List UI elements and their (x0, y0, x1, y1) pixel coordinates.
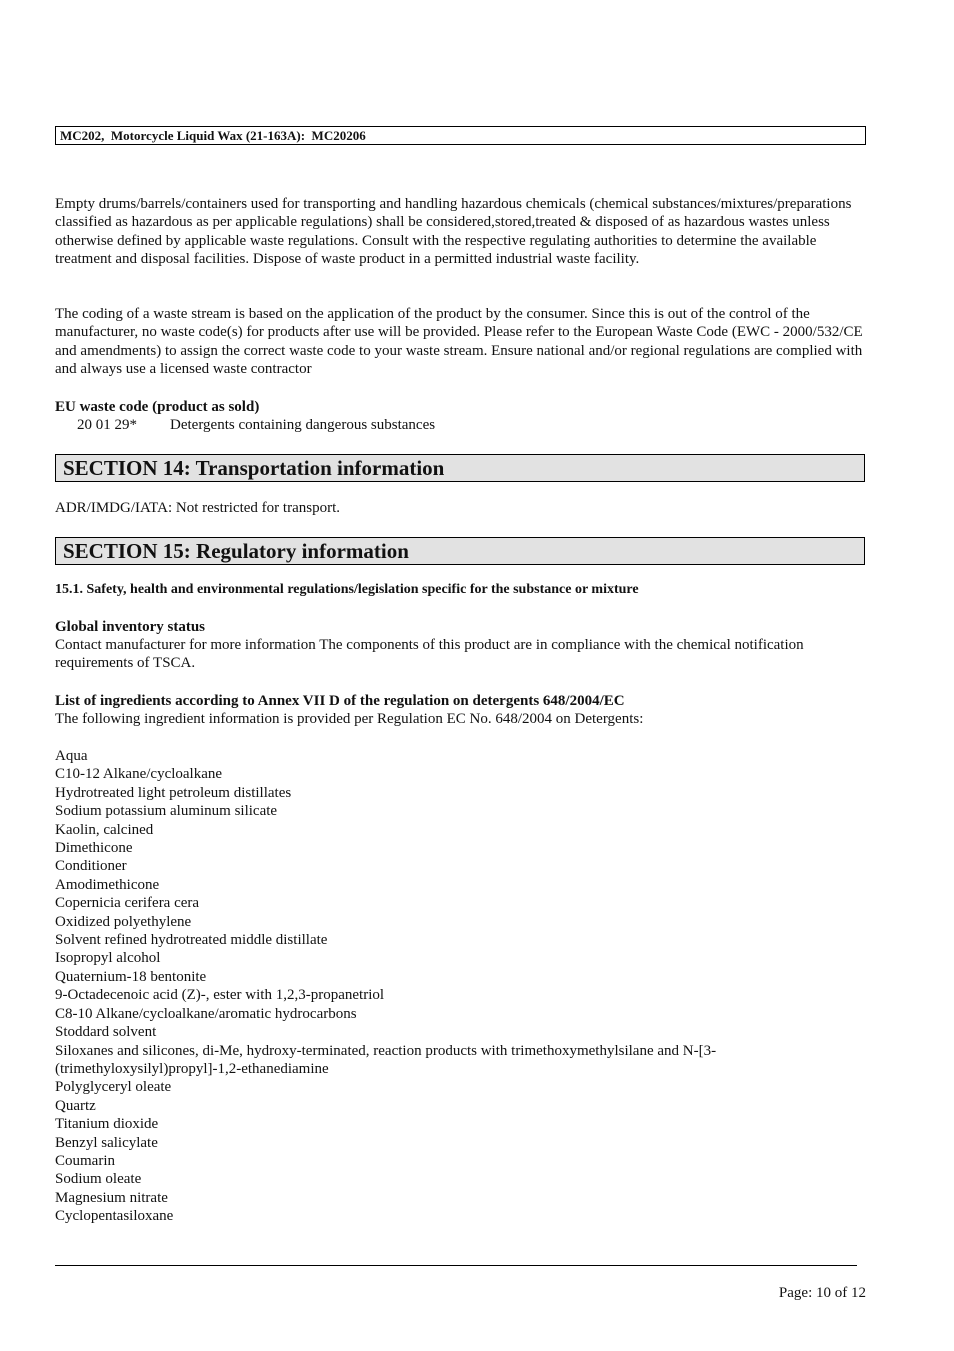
ingredient-item: Kaolin, calcined (55, 821, 154, 838)
footer-divider (55, 1265, 857, 1266)
ingredient-item: C10-12 Alkane/cycloalkane (55, 766, 223, 783)
ingredients-heading: List of ingredients according to Annex VII D of the regulation on detergents 648/2004/EC (55, 693, 625, 709)
ingredient-item: Benzyl salicylate (55, 1134, 158, 1151)
ingredient-item: 9-Octadecenoic acid (Z)-, ester with 1,2,3-propanetriol (55, 987, 385, 1004)
ingredient-item: Sodium potassium aluminum silicate (55, 803, 278, 820)
ingredient-item: Copernicia cerifera cera (55, 895, 200, 912)
ingredient-item: Polyglyceryl oleate (55, 1079, 172, 1096)
section-14-title: SECTION 14: Transportation information (63, 456, 445, 480)
ingredient-item: Conditioner (55, 858, 127, 875)
ingredient-item: Aqua (55, 748, 88, 764)
disposal-paragraph-2: The coding of a waste stream is based on the application of the product by the consumer. Since this is out of the control of the manufacturer, no waste code(s) for products after use will be provided. Please refer to the European Waste Code (EWC - 2000/532/CE and amendments) to assign the correct waste code to your waste stream. Ensure national and/or regional regulations are complied with and always use a licensed waste contractor (55, 306, 863, 378)
ewc-heading: EU waste code (product as sold) (55, 399, 260, 415)
product-title: MC202, Motorcycle Liquid Wax (21-163A): MC20206 (60, 128, 366, 143)
ingredient-item: Siloxanes and silicones, di-Me, hydroxy-terminated, reaction products with trimethoxymethylsilane and N-[3-(trimethyloxysilyl)propyl]-1,2-ethanediamine (55, 1042, 717, 1077)
transport-text: ADR/IMDG/IATA: Not restricted for transport. (55, 500, 340, 516)
ingredient-item: Titanium dioxide (55, 1116, 159, 1133)
ingredient-item: Hydrotreated light petroleum distillates (55, 784, 292, 801)
ingredient-item: C8-10 Alkane/cycloalkane/aromatic hydrocarbons (55, 1005, 357, 1022)
document-header (55, 126, 866, 145)
ewc-description: Detergents containing dangerous substances (170, 417, 436, 433)
inventory-text: Contact manufacturer for more information The components of this product are in compliance with the chemical notification requirements of TSCA. (55, 637, 804, 672)
ingredient-item: Quaternium-18 bentonite (55, 968, 207, 985)
ingredients-list (55, 747, 867, 1226)
ingredient-item: Quartz (55, 1097, 96, 1114)
section-15-header (55, 537, 865, 565)
inventory-heading: Global inventory status (55, 619, 206, 635)
ewc-row (77, 416, 435, 434)
section-14-header (55, 454, 865, 482)
ingredients-intro: The following ingredient information is provided per Regulation EC No. 648/2004 on Detergents: (55, 711, 644, 727)
ingredient-item: Oxidized polyethylene (55, 913, 192, 930)
ingredient-item: Cyclopentasiloxane (55, 1208, 174, 1225)
ingredient-item: Sodium oleate (55, 1171, 142, 1188)
page-number: Page: 10 of 12 (778, 1285, 866, 1301)
regulations-subheading: 15.1. Safety, health and environmental regulations/legislation specific for the substance or mixture (55, 582, 639, 597)
ewc-code: 20 01 29* (77, 417, 137, 433)
ingredient-item: Isopropyl alcohol (55, 950, 161, 967)
ingredient-item: Dimethicone (55, 840, 133, 857)
ingredient-item: Magnesium nitrate (55, 1189, 168, 1206)
ingredient-item: Solvent refined hydrotreated middle distillate (55, 932, 328, 949)
disposal-paragraph-1: Empty drums/barrels/containers used for transporting and handling hazardous chemicals (chemical substances/mixtures/preparations classified as hazardous as per applicable regulations) shall be considered,stored,treated & disposed of as hazardous wastes unless otherwise defined by applicable waste regulations. Consult with the respective regulating authorities to determine the available treatment and disposal facilities. Dispose of waste product in a permitted industrial waste facility. (55, 196, 852, 268)
ingredient-item: Stoddard solvent (55, 1024, 157, 1041)
section-15-title: SECTION 15: Regulatory information (63, 539, 409, 563)
ingredient-item: Amodimethicone (55, 876, 160, 893)
ingredient-item: Coumarin (55, 1152, 115, 1169)
